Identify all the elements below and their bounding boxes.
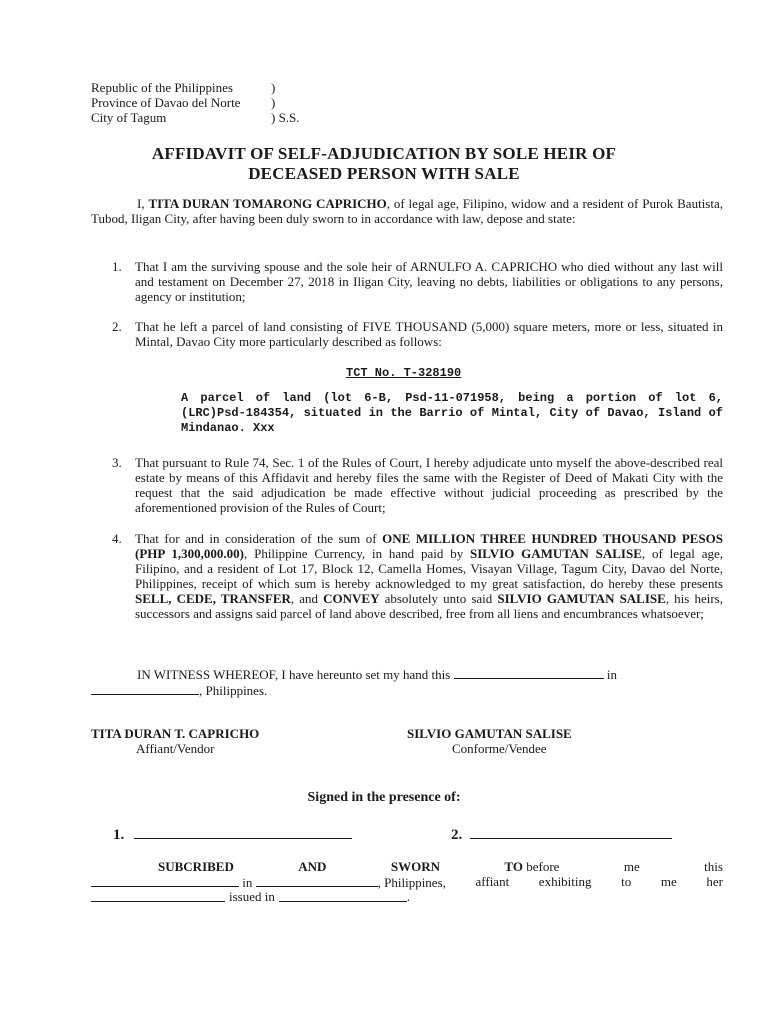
jurat-place-blank[interactable] xyxy=(256,874,378,887)
jurat-row-2 xyxy=(91,874,723,889)
witness-line-1 xyxy=(113,826,352,843)
jurat-word: exhibiting xyxy=(538,874,592,889)
item-number: 1. xyxy=(112,259,122,274)
affiant-signature-block xyxy=(91,726,311,756)
affiant-name: TITA DURAN TOMARONG CAPRICHO xyxy=(148,196,387,211)
jurat-word: to xyxy=(621,874,632,889)
venue-country: Republic of the Philippines xyxy=(91,80,233,95)
list-item xyxy=(112,319,723,349)
venue-paren: ) xyxy=(271,80,276,95)
venue-city: City of Tagum xyxy=(91,110,167,125)
witness-2-blank[interactable] xyxy=(470,826,672,839)
jurat-block xyxy=(91,859,723,904)
jurat-word: affiant xyxy=(475,874,510,889)
sell-terms: SELL, CEDE, TRANSFER xyxy=(135,591,291,606)
venue-ss: ) S.S. xyxy=(271,110,300,125)
item-text: That pursuant to Rule 74, Sec. 1 of the Rules of Court, I hereby adjudicate unto myself the above-described real estate by means of this Affidavit and hereby files the same with the Register of Deed of Makati City with the request that the said adjudication be made effective without judicial proceeding as prescribed by the aforementioned provision of the Rules of Court; xyxy=(135,455,723,515)
intro-paragraph xyxy=(91,196,723,226)
issued-place-blank[interactable] xyxy=(279,889,407,902)
jurat-word: SUBCRIBED xyxy=(158,859,234,874)
jurat-word: TO before xyxy=(504,859,560,874)
item-4-part: , Philippine Currency, in hand paid by xyxy=(244,546,471,561)
item-text: That I am the surviving spouse and the sole heir of ARNULFO A. CAPRICHO who died without any last will and testament on December 27, 2018 in Iligan City, leaving no debts, liabilities or obligations to any persons, agency or institution; xyxy=(135,259,723,304)
jurat-word: this xyxy=(704,859,723,874)
venue-block xyxy=(91,80,371,125)
land-description: A parcel of land (lot 6-B, Psd-11-071958, being a portion of lot 6, (LRC)Psd-184354, situated in the Barrio of Mintal, City of Davao, Island of Mindanao. Xxx xyxy=(181,391,723,435)
jurat-row-1 xyxy=(91,859,723,874)
jurat-period: . xyxy=(406,889,411,904)
witness-paragraph xyxy=(91,666,723,698)
venue-country-row xyxy=(91,80,371,95)
jurat-day-blank[interactable] xyxy=(91,874,239,887)
list-item xyxy=(112,455,723,515)
venue-paren: ) xyxy=(271,95,276,110)
item-4-part: , of legal age, Filipino, and a resident of Lot 17, Block 12, Camella Homes, Visayan Village, Tagum City, Davao del Norte, Philippines, receipt of which sum is hereby acknowledged to my great satisfaction, do hereby these presents xyxy=(135,546,723,591)
vendee-signature-name: SILVIO GAMUTAN SALISE xyxy=(407,726,572,741)
list-item xyxy=(112,259,723,304)
title-line-1: AFFIDAVIT OF SELF-ADJUDICATION BY SOLE HEIR OF xyxy=(151,144,617,163)
jurat-row-3 xyxy=(91,889,723,904)
witness-text: in xyxy=(603,667,617,682)
witness-line-2 xyxy=(451,826,672,843)
item-number: 4. xyxy=(112,531,122,546)
vendee-signature-block xyxy=(407,726,627,756)
item-4-part: , and xyxy=(290,591,324,606)
venue-province: Province of Davao del Norte xyxy=(91,95,241,110)
item-number: 2. xyxy=(112,319,122,334)
item-text xyxy=(135,531,723,621)
jurat-word: AND xyxy=(298,859,327,874)
document-title xyxy=(0,144,768,184)
id-blank[interactable] xyxy=(91,889,225,902)
convey-term: CONVEY xyxy=(323,591,380,606)
intro-rest: , of legal age, Filipino, widow and a resident of Purok Bautista, Tubod, Iligan City, after having been duly sworn to in accordance with law, depose and state: xyxy=(91,196,723,226)
jurat-issued: issued in xyxy=(229,889,275,904)
item-text: That he left a parcel of land consisting of FIVE THOUSAND (5,000) square meters, more or less, situated in Mintal, Davao City more particularly described as follows: xyxy=(135,319,723,349)
tct-number: TCT No. T-328190 xyxy=(346,366,462,380)
witness-number: 2. xyxy=(451,827,463,843)
item-number: 3. xyxy=(112,455,122,470)
item-4-part: absolutely unto said xyxy=(379,591,498,606)
affiant-role: Affiant/Vendor xyxy=(136,741,215,756)
date-blank[interactable] xyxy=(454,666,604,679)
jurat-word: her xyxy=(706,874,723,889)
jurat-word: me xyxy=(623,859,640,874)
jurat-word: me xyxy=(660,874,677,889)
intro-prefix: I, xyxy=(137,196,149,211)
witness-text: , Philippines. xyxy=(199,683,268,698)
item-4-part: That for and in consideration of the sum of xyxy=(135,531,383,546)
buyer-name: SILVIO GAMUTAN SALISE xyxy=(470,546,642,561)
presence-heading: Signed in the presence of: xyxy=(307,790,461,805)
place-blank[interactable] xyxy=(91,682,199,695)
witness-1-blank[interactable] xyxy=(134,826,352,839)
affiant-signature-name: TITA DURAN T. CAPRICHO xyxy=(91,726,260,741)
venue-city-row xyxy=(91,110,371,125)
venue-province-row xyxy=(91,95,371,110)
title-line-2: DECEASED PERSON WITH SALE xyxy=(248,164,520,183)
jurat-segment: in , Philippines, xyxy=(91,874,446,889)
buyer-name: SILVIO GAMUTAN SALISE xyxy=(497,591,666,606)
sale-amount: ONE MILLION THREE HUNDRED THOUSAND PESOS (PHP 1,300,000.00) xyxy=(135,531,724,561)
list-item xyxy=(112,531,723,621)
item-4-part: , his heirs, successors and assigns said parcel of land above described, free from all liens and encumbrances whatsoever; xyxy=(135,591,723,621)
witness-number: 1. xyxy=(113,827,125,843)
witness-text: IN WITNESS WHEREOF, I have hereunto set my hand this xyxy=(137,667,454,682)
jurat-word: SWORN xyxy=(390,859,440,874)
vendee-role: Conforme/Vendee xyxy=(452,741,547,756)
